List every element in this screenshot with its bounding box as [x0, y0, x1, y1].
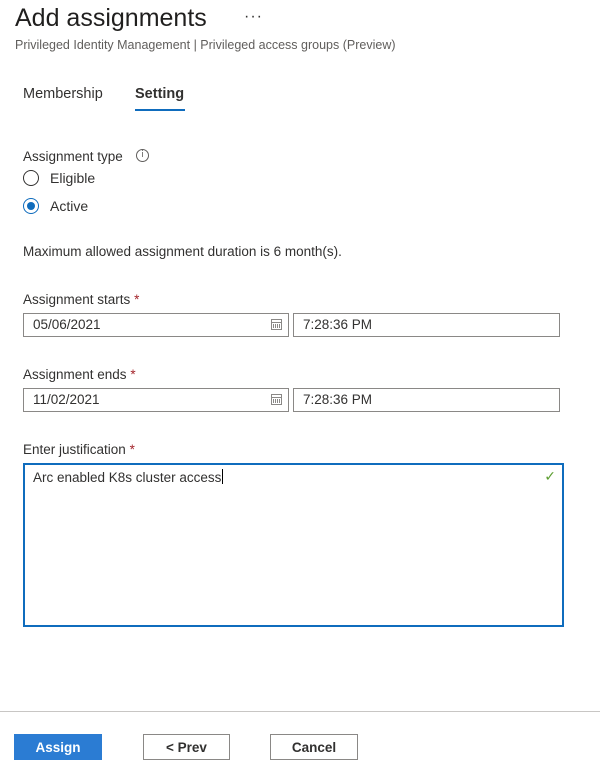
start-date-value: 05/06/2021: [33, 317, 101, 332]
end-time-input[interactable]: [293, 388, 560, 412]
active-tab-indicator: [135, 109, 185, 111]
info-icon[interactable]: i: [136, 149, 149, 162]
radio-active[interactable]: [23, 196, 88, 216]
start-date-input[interactable]: [23, 313, 289, 337]
tab-setting[interactable]: Setting: [135, 86, 185, 102]
assign-button[interactable]: Assign: [14, 734, 102, 760]
start-time-input[interactable]: [293, 313, 560, 337]
calendar-icon[interactable]: [271, 394, 282, 405]
assignment-starts-label: [23, 292, 139, 307]
radio-eligible-circle[interactable]: [23, 170, 39, 186]
footer-divider: [0, 711, 600, 712]
assignment-ends-label-text: Assignment ends: [23, 367, 127, 382]
page-title: Add assignments: [15, 4, 207, 32]
end-date-value: 11/02/2021: [33, 392, 100, 407]
assignment-starts-label-text: Assignment starts: [23, 292, 131, 307]
start-time-value: 7:28:36 PM: [303, 317, 373, 332]
justification-label-text: Enter justification: [23, 442, 126, 457]
radio-active-label: Active: [50, 198, 89, 214]
radio-eligible[interactable]: [23, 168, 95, 188]
justification-label: [23, 442, 135, 457]
cancel-button[interactable]: Cancel: [270, 734, 358, 760]
end-time-value: 7:28:36 PM: [303, 392, 373, 407]
prev-button[interactable]: < Prev: [143, 734, 230, 760]
end-date-input[interactable]: [23, 388, 289, 412]
text-caret: [222, 469, 223, 484]
justification-value: Arc enabled K8s cluster access: [33, 470, 222, 485]
breadcrumb-subtitle: Privileged Identity Management | Privileged access groups (Preview): [15, 38, 396, 52]
tab-membership[interactable]: Membership: [23, 86, 103, 102]
checkmark-icon: ✓: [544, 468, 556, 484]
required-marker: *: [129, 442, 135, 457]
radio-active-circle[interactable]: [23, 198, 39, 214]
required-marker: *: [134, 292, 140, 307]
more-options-icon[interactable]: ···: [244, 8, 263, 25]
justification-textarea[interactable]: [23, 463, 564, 627]
radio-eligible-label: Eligible: [50, 170, 96, 186]
assignment-type-label: Assignment type: [23, 149, 123, 164]
calendar-icon[interactable]: [271, 319, 282, 330]
required-marker: *: [130, 367, 136, 382]
assignment-ends-label: [23, 367, 136, 382]
duration-info-text: Maximum allowed assignment duration is 6 month(s).: [23, 244, 342, 259]
